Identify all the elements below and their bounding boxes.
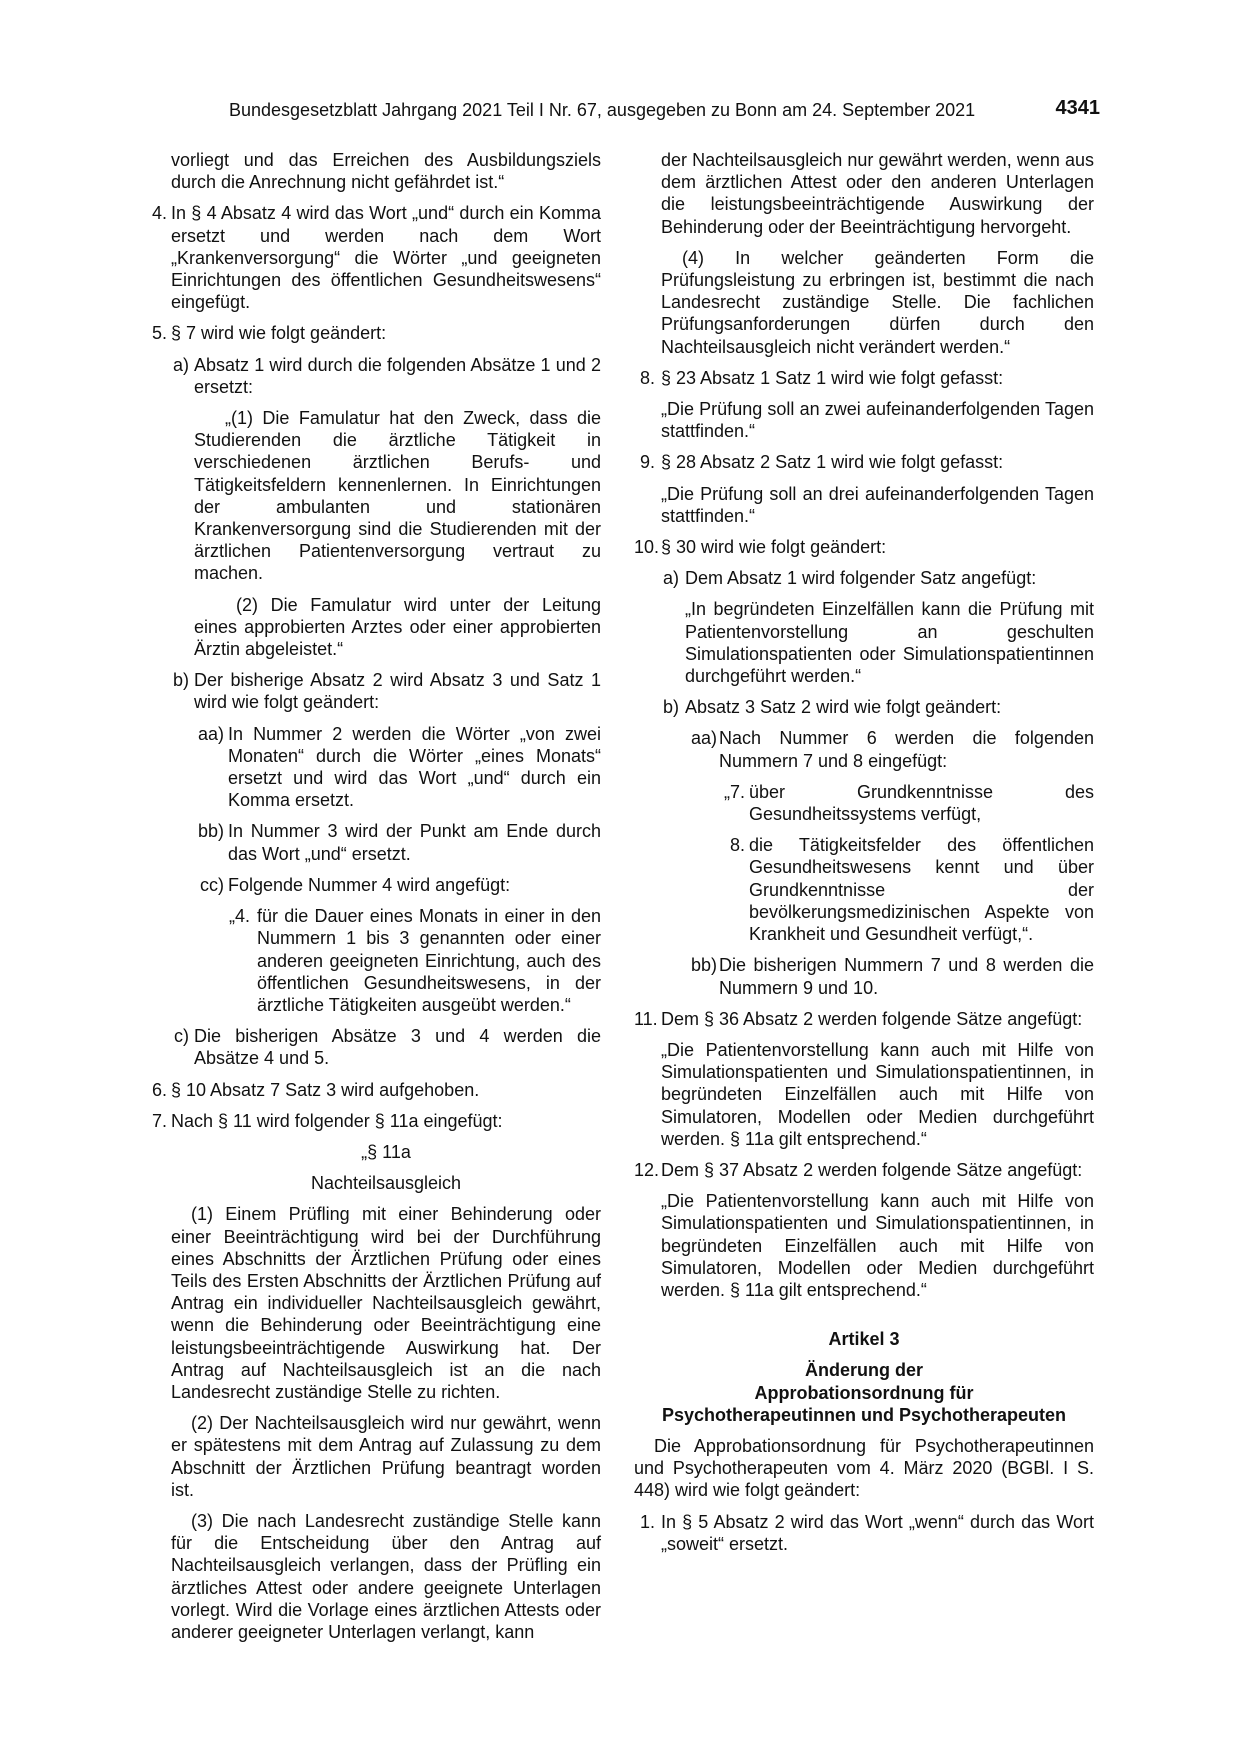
item-text: Die bisherigen Nummern 7 und 8 werden die Nummern 9 und 10.: [719, 955, 1094, 998]
article-label: Artikel 3: [828, 1329, 900, 1350]
item-number: 6.: [151, 1079, 167, 1100]
running-title: Bundesgesetzblatt Jahrgang 2021 Teil I Nr. 67, ausgegeben zu Bonn am 24. September 2021: [229, 100, 976, 120]
item-text: über Grundkenntnisse des Gesundheitssystems verfügt,: [749, 781, 1094, 825]
item-text: § 28 Absatz 2 Satz 1 wird wie folgt gefasst:: [661, 452, 1004, 473]
section-paragraph: (2) Der Nachteilsausgleich wird nur gewährt, wenn er spätestens mit dem Antrag auf Zulassung zu dem Abschnitt der Ärztlichen Prüfung beantragt worden ist.: [171, 1413, 601, 1500]
list-item: [148, 1079, 601, 1101]
list-item: [148, 1110, 601, 1132]
item-text: Dem Absatz 1 wird folgender Satz angefügt:: [685, 568, 1037, 589]
item-text: Absatz 1 wird durch die folgenden Absätze 1 und 2 ersetzt:: [194, 354, 601, 397]
item-letter: bb): [197, 821, 224, 842]
list-item: [634, 367, 1094, 389]
item-number: 4.: [151, 203, 167, 224]
section-paragraph: (3) Die nach Landesrecht zuständige Stelle kann für die Entscheidung über den Antrag auf Nachteilsausgleich verlangen, dass der Prüfling ein ärztliches Attest oder andere geeignete Unterlagen vorlegt. Wird die Vorlage eines ärztlichen Attests oder anderer geeigneter Unterlagen verlangt, kann: [171, 1510, 601, 1642]
item-letter: cc): [200, 874, 224, 895]
list-item: [661, 696, 1094, 718]
list-item: [661, 567, 1094, 589]
item-number: „4.: [228, 906, 250, 927]
item-text: Folgende Nummer 4 wird angefügt:: [228, 874, 511, 895]
quoted-text: „In begründeten Einzelfällen kann die Prüfung mit Patientenvorstellung an geschulten Simulationspatienten oder Simulationspatientinnen durchgeführt werden.“: [685, 599, 1094, 687]
item-number: 10.: [634, 537, 660, 558]
item-text: In Nummer 3 wird der Punkt am Ende durch das Wort „und“ ersetzt.: [228, 821, 601, 864]
continued-text: vorliegt und das Erreichen des Ausbildungsziels durch die Anrechnung nicht gefährdet ist.“: [171, 150, 601, 193]
article-title-line: Approbationsordnung für: [754, 1382, 974, 1403]
section-title: Nachteilsausgleich: [310, 1173, 462, 1194]
list-item: [687, 954, 1094, 998]
item-text: Der bisherige Absatz 2 wird Absatz 3 und Satz 1 wird wie folgt geändert:: [194, 670, 601, 713]
list-item: [171, 354, 601, 398]
list-item: [634, 536, 1094, 558]
item-number: 5.: [151, 323, 167, 344]
continued-text: der Nachteilsausgleich nur gewährt werden, wenn aus dem ärztlichen Attest oder den anderen Unterlagen die leistungsbeeinträchtigende Auswirkung der Behinderung oder der Beeinträchtigung hervorgeht.: [661, 150, 1094, 237]
item-text: für die Dauer eines Monats in einer in den Nummern 1 bis 3 genannten oder einer anderen geeigneten Einrichtung, auch des öffentlichen Gesundheitswesens, in der ärztliche Tätigkeiten ausgeübt werden.“: [257, 906, 601, 1015]
section-paragraph: (1) Einem Prüfling mit einer Behinderung oder einer Beeinträchtigung wird bei der Durchführung eines Abschnitts der Ärztlichen Prüfung oder eines Teils des Ersten Abschnitts der Ärztlichen Prüfung auf Antrag ein individueller Nachteilsausgleich gewährt, wenn die Behinderung oder Beeinträchtigung eine leistungsbeeinträchtigende Auswirkung hat. Der Antrag auf Nachteilsausgleich ist an die nach Landesrecht zuständige Stelle zu richten.: [171, 1204, 601, 1402]
item-text: In § 5 Absatz 2 wird das Wort „wenn“ durch das Wort „soweit“ ersetzt.: [661, 1511, 1094, 1554]
list-item: [224, 905, 601, 1016]
list-item: [717, 834, 1094, 945]
article-title: [634, 1359, 1094, 1426]
list-item: [148, 202, 601, 313]
item-text: Dem § 37 Absatz 2 werden folgende Sätze angefügt:: [661, 1159, 1083, 1180]
left-column: [148, 149, 601, 1652]
section-paragraph: (4) In welcher geänderten Form die Prüfungsleistung zu erbringen ist, bestimmt die nach Landesrecht zuständige Stelle. Die fachlichen Prüfungsanforderungen dürfen durch den Nachteilsausgleich nicht verändert werden.“: [661, 247, 1094, 357]
list-item: [634, 1159, 1094, 1181]
item-number: 9.: [639, 452, 655, 473]
quoted-paragraph: (2) Die Famulatur wird unter der Leitung eines approbierten Arztes oder einer approbierten Ärztin abgeleistet.“: [194, 594, 601, 660]
quoted-text: „Die Prüfung soll an drei aufeinanderfolgenden Tagen stattfinden.“: [661, 483, 1094, 526]
item-text: die Tätigkeitsfelder des öffentlichen Gesundheitswesens kennt und über Grundkenntnisse der bevölkerungsmedizinischen Aspekte von Krankheit und Gesundheit verfügt,“.: [749, 835, 1094, 945]
item-letter: b): [172, 670, 189, 691]
page-header: [229, 99, 1100, 123]
item-number: „7.: [723, 781, 745, 802]
list-item: [194, 723, 601, 812]
item-text: § 7 wird wie folgt geändert:: [171, 323, 387, 344]
item-text: Nach § 11 wird folgender § 11a eingefügt:: [171, 1110, 503, 1131]
item-letter: a): [662, 568, 679, 589]
article-title-line: Änderung der: [804, 1360, 923, 1381]
item-text: In Nummer 2 werden die Wörter „von zwei Monaten“ durch die Wörter „eines Monats“ ersetzt und wird das Wort „und“ durch ein Komma ersetzt.: [228, 723, 601, 811]
list-item: [171, 669, 601, 713]
list-item: [194, 874, 601, 896]
quoted-text: „Die Patientenvorstellung kann auch mit Hilfe von Simulationspatienten und Simulationspatientinnen, in begründeten Einzelfällen auch mit Hilfe von Simulatoren, Modellen oder Medien durchgeführt werden. § 11a gilt entsprechend.“: [661, 1191, 1094, 1300]
quoted-text: „Die Patientenvorstellung kann auch mit Hilfe von Simulationspatienten und Simulationspatientinnen, in begründeten Einzelfällen auch mit Hilfe von Simulatoren, Modellen oder Medien durchgeführt werden. § 11a gilt entsprechend.“: [661, 1039, 1094, 1149]
item-number: 7.: [151, 1110, 167, 1131]
item-number: 8.: [729, 835, 745, 856]
item-letter: c): [174, 1026, 189, 1047]
item-number: 8.: [639, 367, 655, 388]
item-number: 1.: [639, 1511, 655, 1532]
quoted-paragraph: „(1) Die Famulatur hat den Zweck, dass die Studierenden die ärztliche Tätigkeit in verschiedenen ärztlichen Berufs- und Tätigkeitsfeldern kennenlernen. In Einrichtungen der ambulanten und stationären Krankenversorgung sind die Studierenden mit der ärztlichen Patientenversorgung vertraut zu machen.: [194, 408, 601, 584]
right-column: [634, 149, 1094, 1564]
item-text: § 30 wird wie folgt geändert:: [661, 537, 887, 558]
item-text: In § 4 Absatz 4 wird das Wort „und“ durch ein Komma ersetzt und werden nach dem Wort „Krankenversorgung“ die Wörter „und geeigneten Einrichtungen des öffentlichen Gesundheitswesens“ eingefügt.: [171, 203, 601, 313]
list-item: [194, 820, 601, 864]
list-item: [634, 1008, 1094, 1030]
list-item: [148, 322, 601, 344]
item-letter: a): [172, 354, 189, 375]
item-text: Nach Nummer 6 werden die folgenden Nummern 7 und 8 eingefügt:: [719, 728, 1094, 771]
list-item: [171, 1025, 601, 1069]
item-text: Absatz 3 Satz 2 wird wie folgt geändert:: [685, 697, 1002, 718]
item-letter: b): [662, 697, 679, 718]
article-intro: Die Approbationsordnung für Psychotherapeutinnen und Psychotherapeuten vom 4. März 2020 (BGBl. I S. 448) wird wie folgt geändert:: [634, 1435, 1094, 1501]
item-text: § 10 Absatz 7 Satz 3 wird aufgehoben.: [171, 1079, 480, 1100]
item-letter: aa): [690, 728, 717, 749]
item-number: 12.: [634, 1159, 660, 1180]
item-number: 11.: [634, 1008, 658, 1029]
item-text: Die bisherigen Absätze 3 und 4 werden die Absätze 4 und 5.: [194, 1026, 601, 1069]
section-number: „§ 11a: [361, 1141, 411, 1162]
list-item: [717, 781, 1094, 825]
list-item: [634, 451, 1094, 473]
page-number: 4341: [1055, 97, 1100, 119]
item-text: § 23 Absatz 1 Satz 1 wird wie folgt gefasst:: [661, 367, 1004, 388]
list-item: [634, 1511, 1094, 1555]
quoted-text: „Die Prüfung soll an zwei aufeinanderfolgenden Tagen stattfinden.“: [661, 399, 1094, 442]
article-title-line: Psychotherapeutinnen und Psychotherapeuten: [661, 1404, 1067, 1425]
item-letter: bb): [690, 955, 717, 976]
item-letter: aa): [197, 723, 224, 744]
item-text: Dem § 36 Absatz 2 werden folgende Sätze angefügt:: [661, 1008, 1083, 1029]
list-item: [687, 727, 1094, 771]
